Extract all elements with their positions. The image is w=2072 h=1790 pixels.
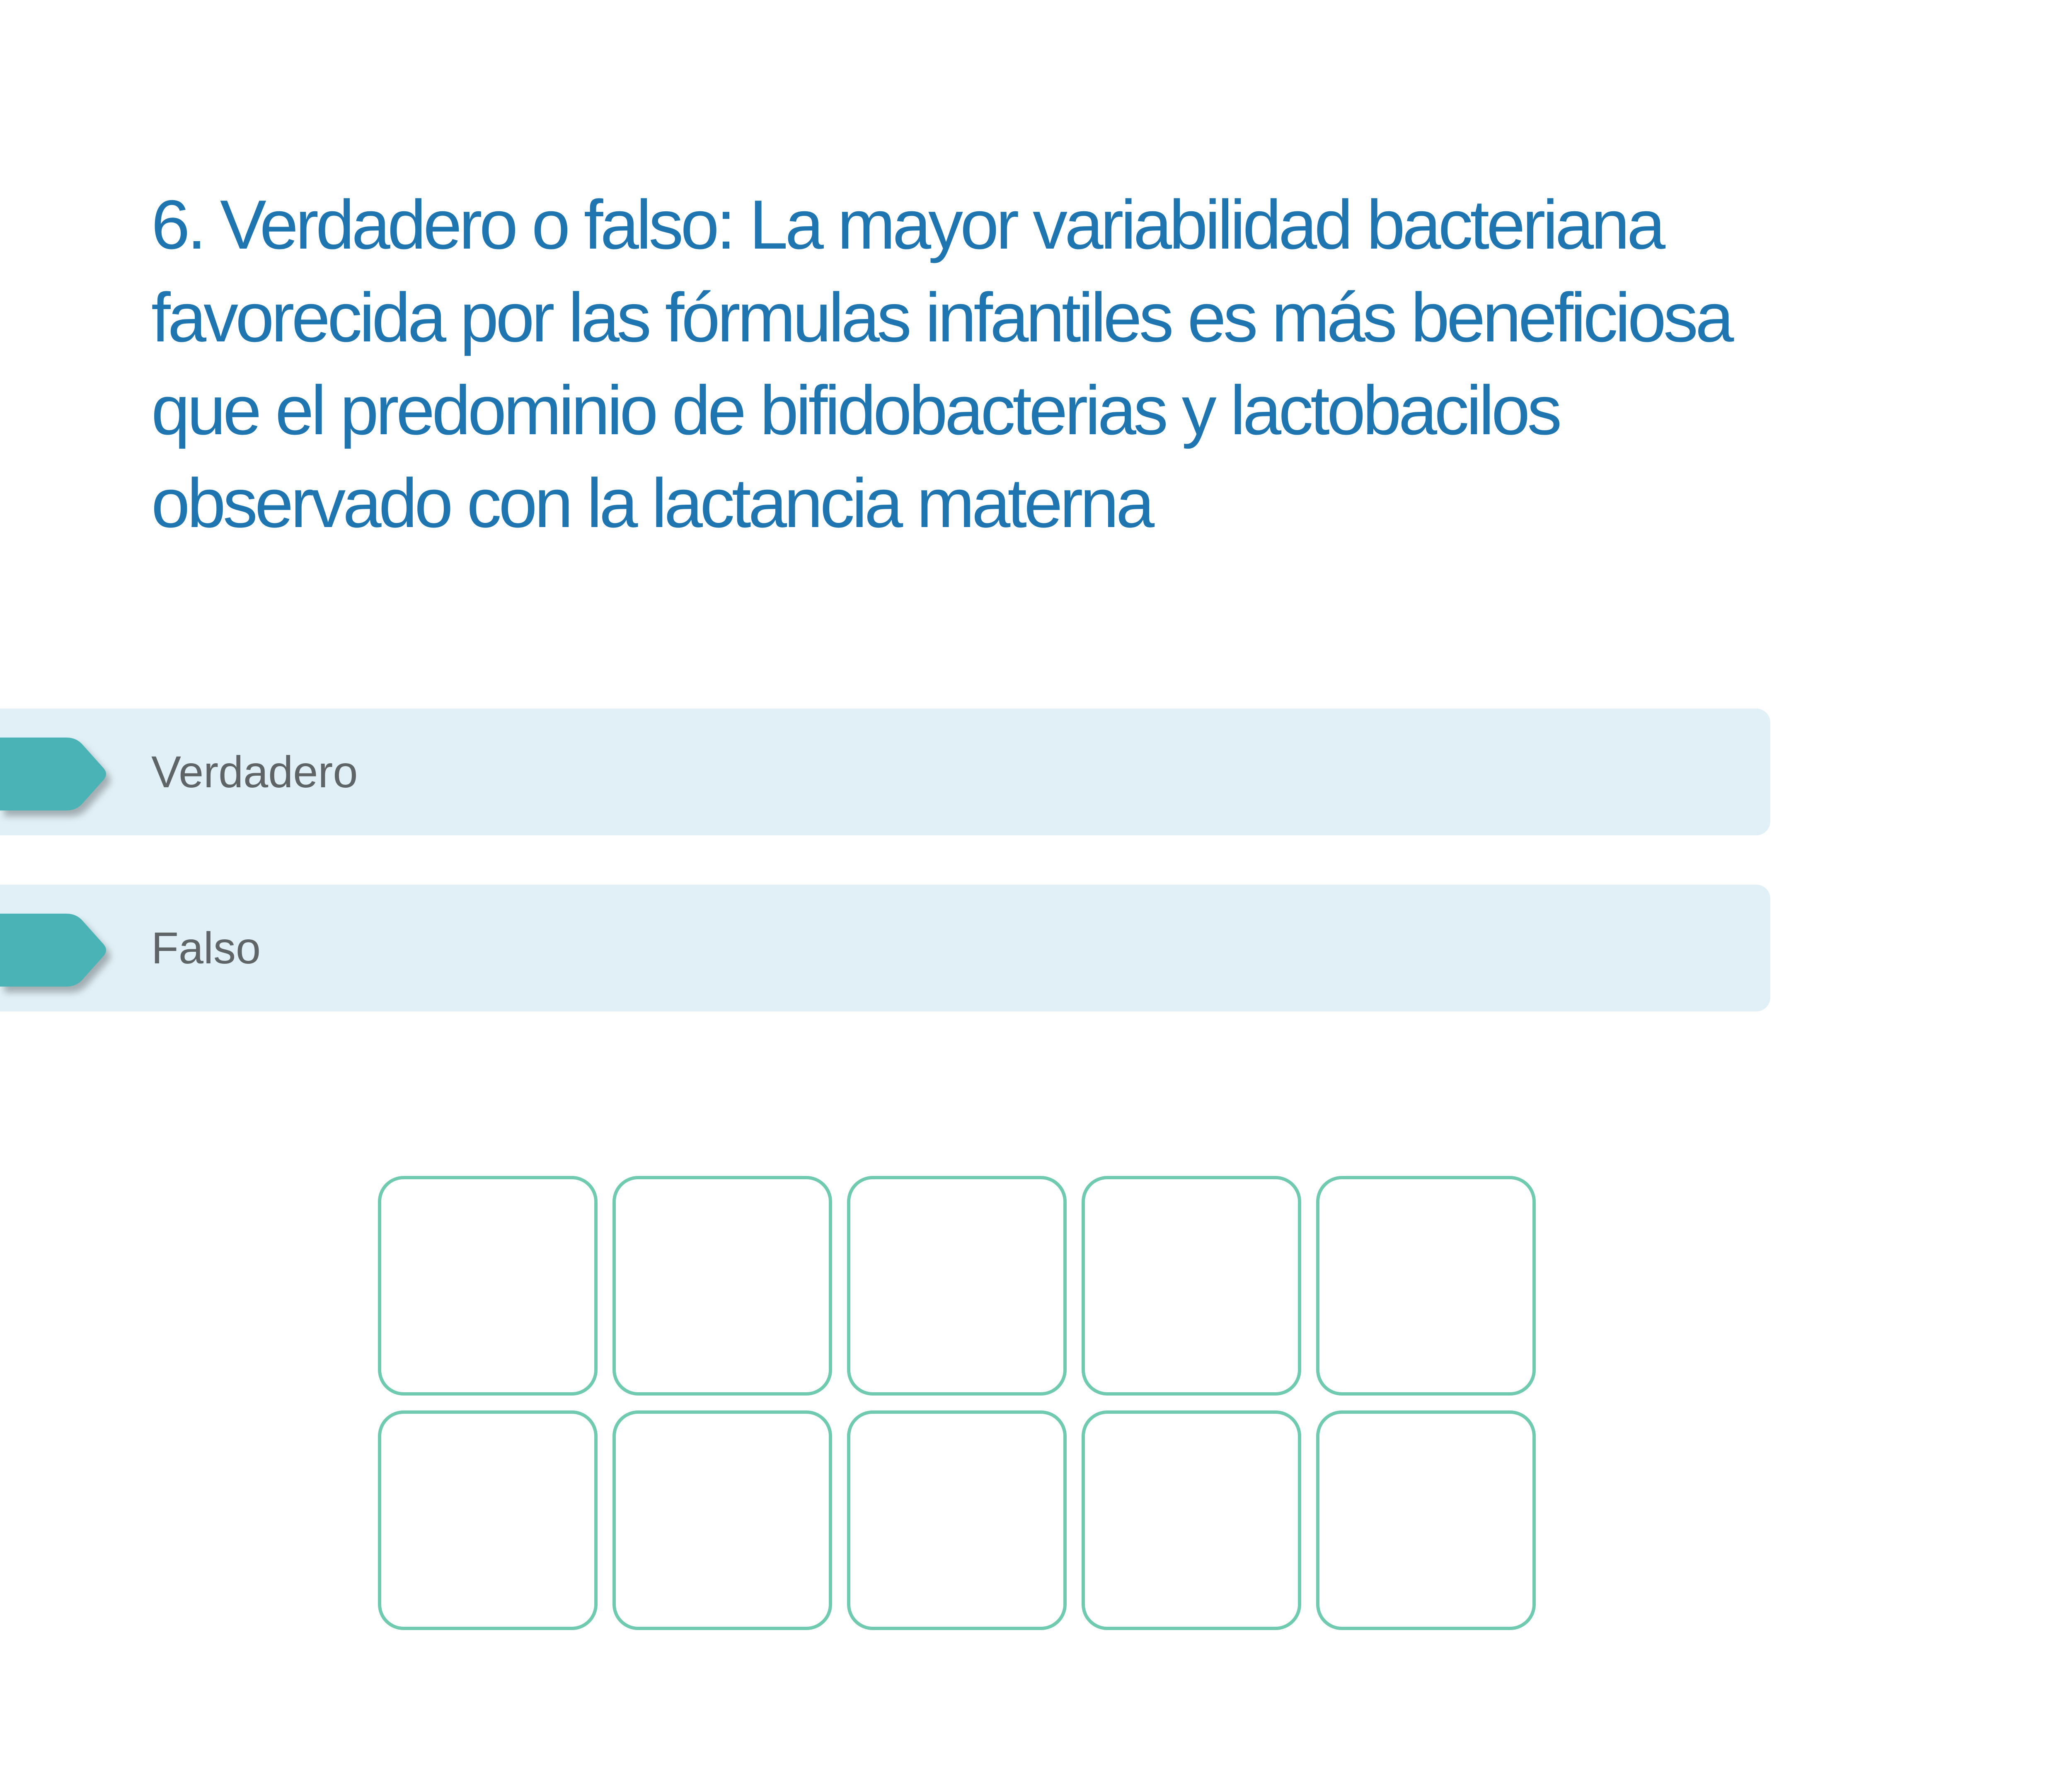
grid-cell[interactable]	[1082, 1410, 1301, 1630]
question-text: 6. Verdadero o falso: La mayor variabilidad bacteriana favorecida por las fórmulas infantiles es más beneficiosa que el predominio de bifidobacterias y lactobacilos observado con la lactancia materna	[151, 186, 1731, 542]
grid-cell[interactable]	[1316, 1176, 1536, 1396]
grid-cell[interactable]	[1316, 1410, 1536, 1630]
grid-cell[interactable]	[847, 1410, 1067, 1630]
grid-cell[interactable]	[378, 1176, 598, 1396]
option-label: Falso	[151, 923, 261, 973]
grid-cell[interactable]	[612, 1410, 832, 1630]
grid-cell[interactable]	[847, 1176, 1067, 1396]
grid-cell[interactable]	[378, 1410, 598, 1630]
grid-cell[interactable]	[612, 1176, 832, 1396]
option-verdadero[interactable]	[0, 709, 1770, 835]
answer-grid	[378, 1176, 1536, 1630]
pointer-tab-icon	[0, 910, 112, 987]
pointer-tab-icon	[0, 733, 112, 810]
option-falso[interactable]	[0, 885, 1770, 1011]
grid-cell[interactable]	[1082, 1176, 1301, 1396]
option-label: Verdadero	[151, 747, 358, 797]
